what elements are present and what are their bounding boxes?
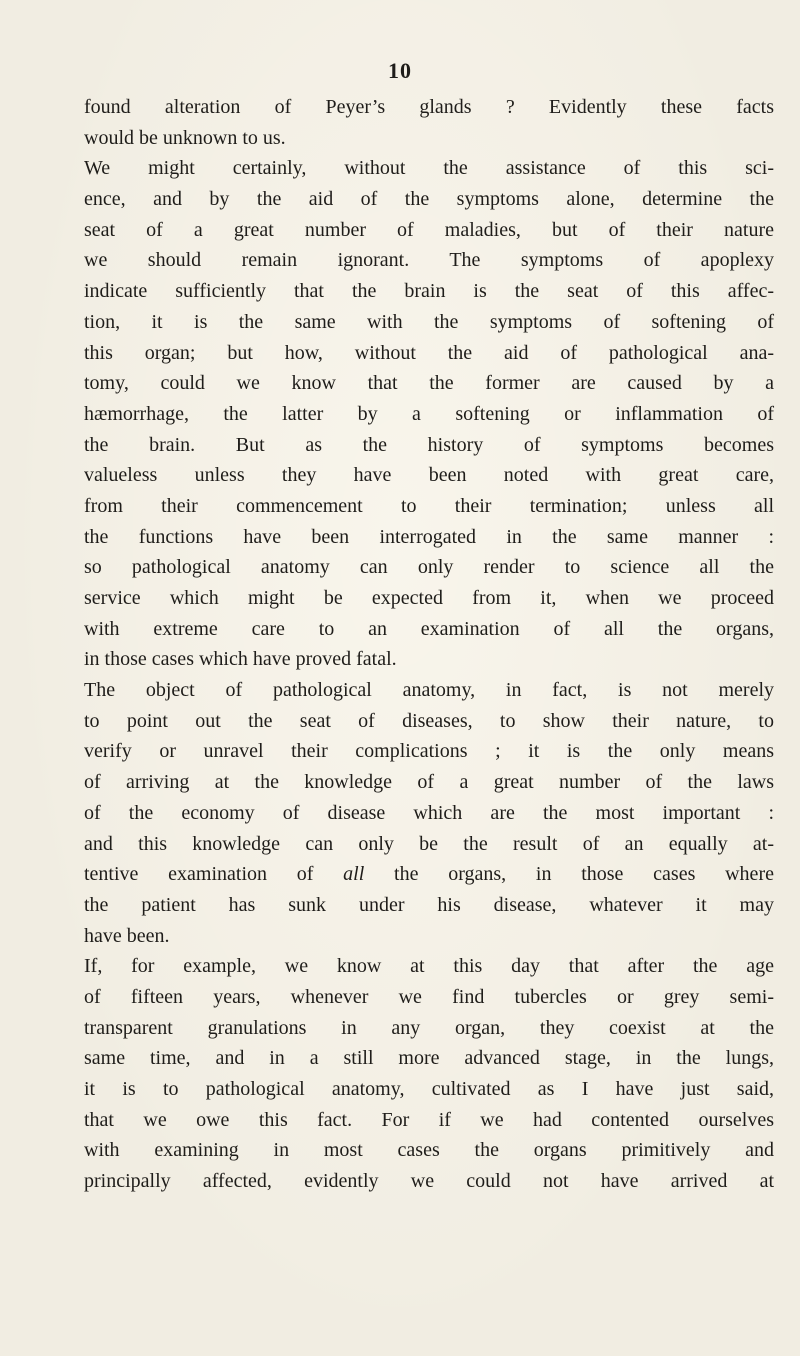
text-line: hæmorrhage, the latter by a softening or inflammation of xyxy=(84,402,774,425)
text-line: that we owe this fact. For if we had contented ourselves xyxy=(84,1108,774,1131)
text-line: in those cases which have proved fatal. xyxy=(84,648,397,671)
text-line: it is to pathological anatomy, cultivated as I have just said, xyxy=(84,1078,774,1100)
text-line: we should remain ignorant. The symptoms of apoplexy xyxy=(84,249,774,272)
text-line: the brain. But as the history of symptoms becomes xyxy=(84,433,774,456)
text-line: principally affected, evidently we could not have arrived at xyxy=(84,1170,774,1193)
text-line: ence, and by the aid of the symptoms alone, determine the xyxy=(84,188,774,211)
text-line: same time, and in a still more advanced stage, in the lungs, xyxy=(84,1047,774,1070)
text-line: of fifteen years, whenever we find tubercles or grey semi- xyxy=(84,985,774,1008)
page-number: 10 xyxy=(388,58,412,83)
text-line: to point out the seat of diseases, to show their nature, to xyxy=(84,709,774,732)
text-line xyxy=(84,859,774,890)
text-line: tomy, could we know that the former are caused by a xyxy=(84,372,774,395)
text-line: have been. xyxy=(84,924,170,947)
text-line: of the economy of disease which are the most important : xyxy=(84,801,774,824)
text-line: found alteration of Peyer’s glands ? Evidently these facts xyxy=(84,96,774,118)
text-segment: tentive examination of xyxy=(84,863,344,886)
text-line: seat of a great number of maladies, but of their nature xyxy=(84,218,774,241)
text-line: and this knowledge can only be the result of an equally at- xyxy=(84,832,774,855)
text-line: would be unknown to us. xyxy=(84,126,286,149)
text-line: this organ; but how, without the aid of pathological ana- xyxy=(84,341,774,364)
text-line: We might certainly, without the assistance of this sci- xyxy=(84,157,774,180)
text-line: The object of pathological anatomy, in fact, is not merely xyxy=(84,679,774,702)
text-line: indicate sufficiently that the brain is the seat of this affec- xyxy=(84,280,774,303)
italic-emphasis: all xyxy=(343,863,365,886)
text-line: If, for example, we know at this day that after the age xyxy=(84,955,774,978)
text-line: the functions have been interrogated in the same manner : xyxy=(84,525,774,548)
text-line: with extreme care to an examination of all the organs, xyxy=(84,617,774,640)
text-line: from their commencement to their termination; unless all xyxy=(84,494,774,517)
text-line: verify or unravel their complications ; it is the only means xyxy=(84,740,774,763)
text-line: transparent granulations in any organ, they coexist at the xyxy=(84,1016,774,1039)
text-line: with examining in most cases the organs primitively and xyxy=(84,1139,774,1162)
text-line: so pathological anatomy can only render to science all the xyxy=(84,556,774,579)
text-line: valueless unless they have been noted with great care, xyxy=(84,464,774,487)
text-line: of arriving at the knowledge of a great number of the laws xyxy=(84,771,774,794)
text-line: the patient has sunk under his disease, whatever it may xyxy=(84,893,774,916)
text-line: tion, it is the same with the symptoms of softening of xyxy=(84,310,774,333)
body-text xyxy=(84,92,774,1197)
text-segment: the organs, in those cases where xyxy=(364,863,774,886)
text-line: service which might be expected from it, when we proceed xyxy=(84,587,774,609)
